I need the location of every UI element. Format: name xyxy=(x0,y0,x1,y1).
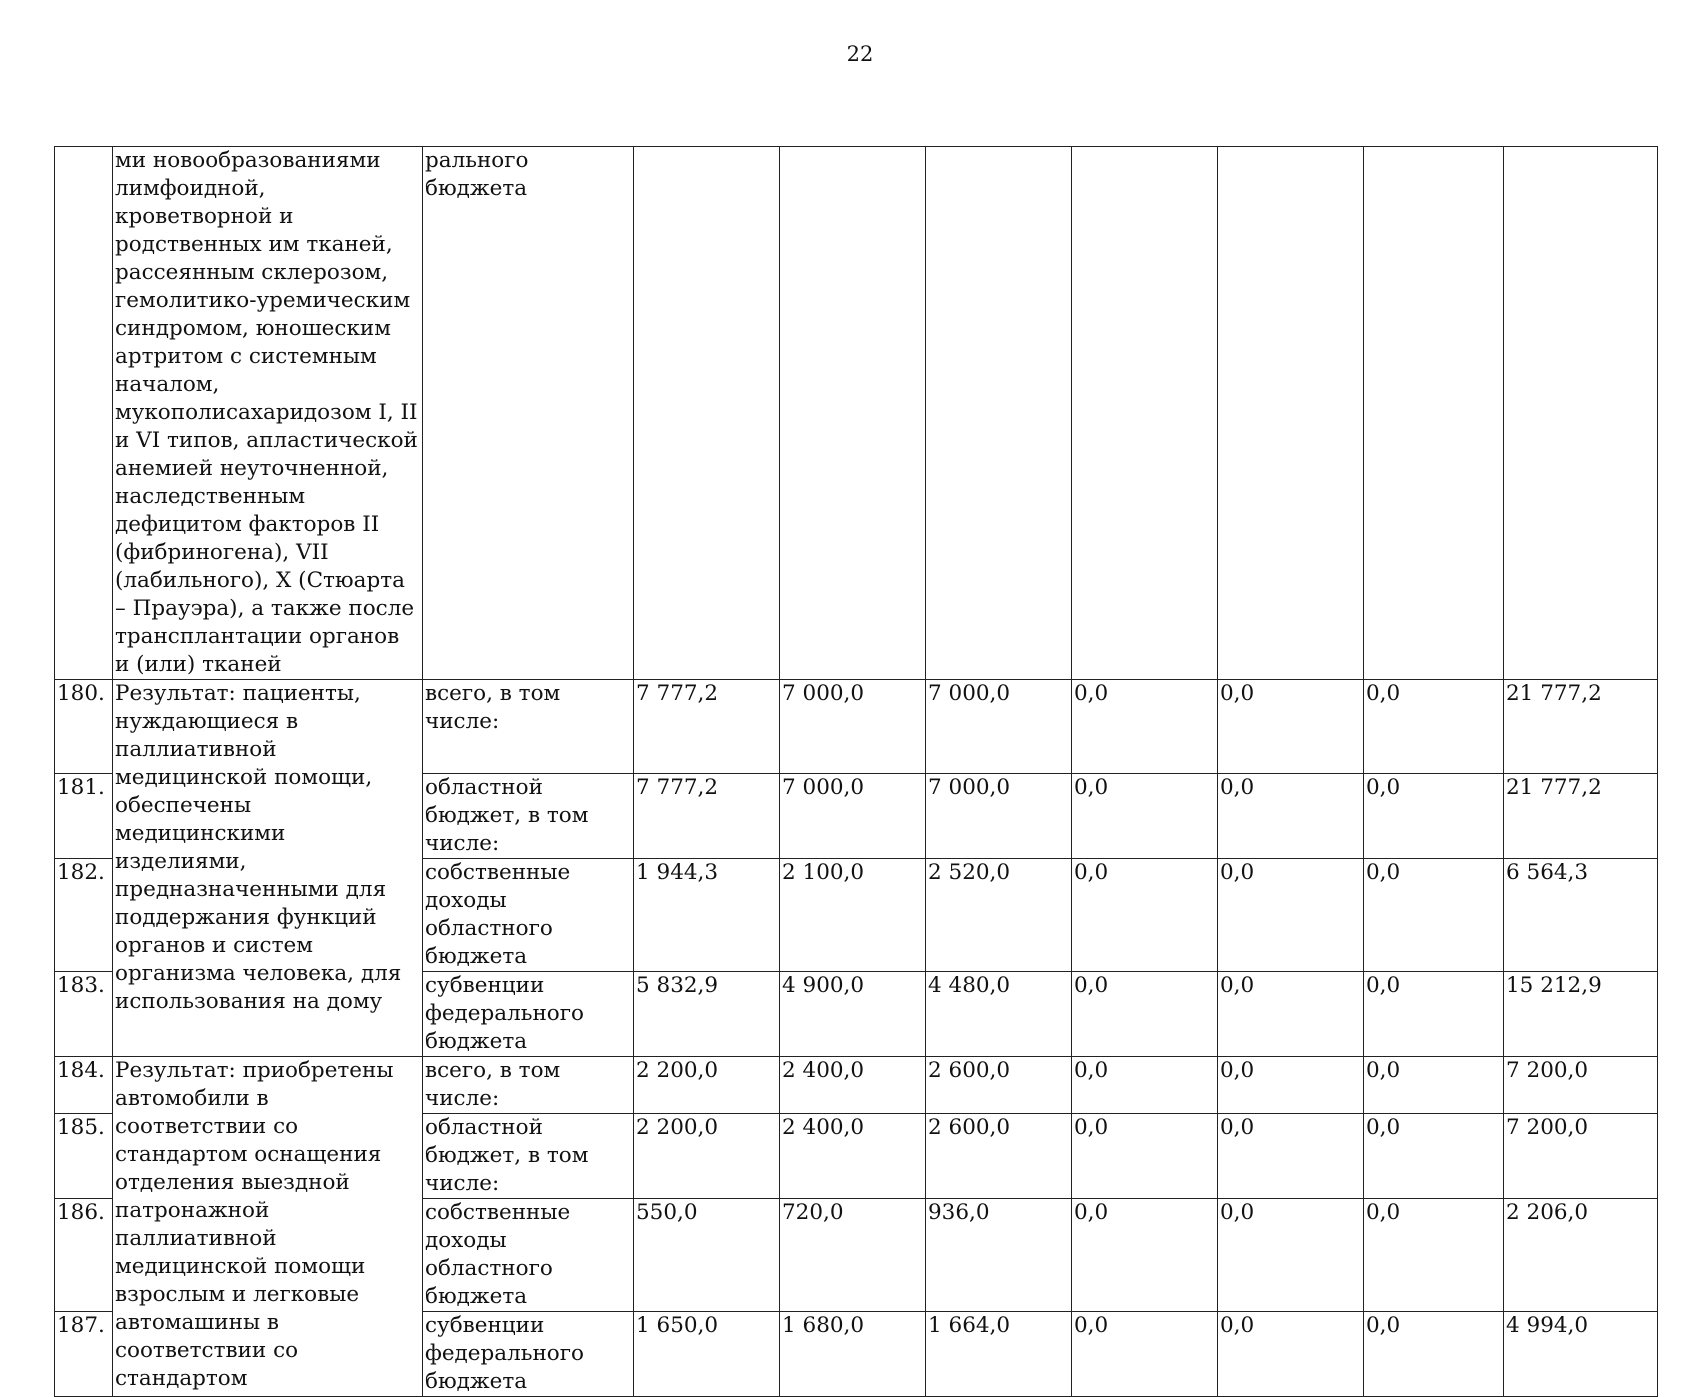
result-description: Результат: приобретены автомобили в соответствии со стандартом оснащения отделения выездной патронажной паллиативной медицинской помощи взрослым и легковые автомашины в соответствии со стандартом xyxy=(113,1057,423,1397)
value-cell: 1 680,0 xyxy=(780,1312,926,1397)
value-cell: 2 400,0 xyxy=(780,1057,926,1114)
funding-source: областной бюджет, в том числе: xyxy=(423,774,634,859)
value-cell: 0,0 xyxy=(1364,972,1504,1057)
value-cell: 7 000,0 xyxy=(780,774,926,859)
value-cell: 7 000,0 xyxy=(926,774,1072,859)
value-cell: 0,0 xyxy=(1218,1199,1364,1312)
total-cell: 7 200,0 xyxy=(1504,1114,1658,1199)
funding-source: областной бюджет, в том числе: xyxy=(423,1114,634,1199)
value-cell: 2 520,0 xyxy=(926,859,1072,972)
value-cell: 0,0 xyxy=(1364,859,1504,972)
value-cell: 0,0 xyxy=(1364,1057,1504,1114)
row-number: 180. xyxy=(55,680,113,774)
value-cell xyxy=(926,147,1072,680)
value-cell: 0,0 xyxy=(1072,1199,1218,1312)
value-cell: 0,0 xyxy=(1218,1057,1364,1114)
value-cell: 0,0 xyxy=(1072,1312,1218,1397)
total-cell: 7 200,0 xyxy=(1504,1057,1658,1114)
result-description: Результат: пациенты, нуждающиеся в паллиативной медицинской помощи, обеспечены медицинскими изделиями, предназначенными для поддержания функций органов и систем организма человека, для использования на дому xyxy=(113,680,423,1057)
row-number: 183. xyxy=(55,972,113,1057)
value-cell: 0,0 xyxy=(1072,774,1218,859)
row-number: 182. xyxy=(55,859,113,972)
value-cell: 0,0 xyxy=(1072,859,1218,972)
value-cell: 2 200,0 xyxy=(634,1057,780,1114)
row-number: 181. xyxy=(55,774,113,859)
table-row xyxy=(55,680,1658,774)
table-row xyxy=(55,1057,1658,1114)
value-cell: 2 600,0 xyxy=(926,1114,1072,1199)
row-number: 186. xyxy=(55,1199,113,1312)
value-cell xyxy=(780,147,926,680)
value-cell: 0,0 xyxy=(1072,972,1218,1057)
value-cell: 0,0 xyxy=(1072,1057,1218,1114)
value-cell: 0,0 xyxy=(1072,680,1218,774)
funding-source: всего, в том числе: xyxy=(423,680,634,774)
funding-source: субвенции федерального бюджета xyxy=(423,972,634,1057)
funding-table xyxy=(54,146,1658,1397)
funding-source: рального бюджета xyxy=(423,147,634,680)
total-cell: 4 994,0 xyxy=(1504,1312,1658,1397)
funding-source: собственные доходы областного бюджета xyxy=(423,859,634,972)
value-cell: 4 480,0 xyxy=(926,972,1072,1057)
row-number: 187. xyxy=(55,1312,113,1397)
value-cell: 0,0 xyxy=(1218,972,1364,1057)
value-cell: 7 000,0 xyxy=(926,680,1072,774)
value-cell: 0,0 xyxy=(1364,1199,1504,1312)
total-cell: 21 777,2 xyxy=(1504,774,1658,859)
continuation-row xyxy=(55,147,1658,680)
value-cell: 0,0 xyxy=(1218,680,1364,774)
total-cell: 15 212,9 xyxy=(1504,972,1658,1057)
value-cell xyxy=(1364,147,1504,680)
value-cell: 7 777,2 xyxy=(634,774,780,859)
value-cell: 0,0 xyxy=(1218,774,1364,859)
value-cell: 0,0 xyxy=(1364,680,1504,774)
page-number: 22 xyxy=(846,42,874,66)
value-cell xyxy=(1218,147,1364,680)
row-number-cell xyxy=(55,147,113,680)
value-cell: 720,0 xyxy=(780,1199,926,1312)
value-cell xyxy=(1072,147,1218,680)
funding-source: собственные доходы областного бюджета xyxy=(423,1199,634,1312)
funding-source: субвенции федерального бюджета xyxy=(423,1312,634,1397)
result-description: ми новообразованиями лимфоидной, кроветворной и родственных им тканей, рассеянным склерозом, гемолитико-уремическим синдромом, юношеским артритом с системным началом, мукополисахаридозом I, II и VI типов, апластической анемией неуточненной, наследственным дефицитом факторов II (фибриногена), VII (лабильного), X (Стюарта – Прауэра), а также после трансплантации органов и (или) тканей xyxy=(113,147,423,680)
total-cell: 6 564,3 xyxy=(1504,859,1658,972)
value-cell: 2 200,0 xyxy=(634,1114,780,1199)
value-cell: 7 000,0 xyxy=(780,680,926,774)
value-cell: 0,0 xyxy=(1218,1312,1364,1397)
value-cell: 0,0 xyxy=(1364,1312,1504,1397)
value-cell: 5 832,9 xyxy=(634,972,780,1057)
value-cell: 0,0 xyxy=(1364,774,1504,859)
value-cell: 4 900,0 xyxy=(780,972,926,1057)
value-cell: 1 664,0 xyxy=(926,1312,1072,1397)
total-cell: 2 206,0 xyxy=(1504,1199,1658,1312)
value-cell: 1 650,0 xyxy=(634,1312,780,1397)
value-cell: 0,0 xyxy=(1364,1114,1504,1199)
value-cell: 0,0 xyxy=(1218,859,1364,972)
row-number: 184. xyxy=(55,1057,113,1114)
value-cell: 2 400,0 xyxy=(780,1114,926,1199)
total-cell: 21 777,2 xyxy=(1504,680,1658,774)
value-cell: 0,0 xyxy=(1218,1114,1364,1199)
value-cell: 1 944,3 xyxy=(634,859,780,972)
value-cell: 0,0 xyxy=(1072,1114,1218,1199)
value-cell: 550,0 xyxy=(634,1199,780,1312)
funding-source: всего, в том числе: xyxy=(423,1057,634,1114)
value-cell: 2 600,0 xyxy=(926,1057,1072,1114)
total-cell xyxy=(1504,147,1658,680)
value-cell xyxy=(634,147,780,680)
value-cell: 936,0 xyxy=(926,1199,1072,1312)
value-cell: 7 777,2 xyxy=(634,680,780,774)
value-cell: 2 100,0 xyxy=(780,859,926,972)
row-number: 185. xyxy=(55,1114,113,1199)
